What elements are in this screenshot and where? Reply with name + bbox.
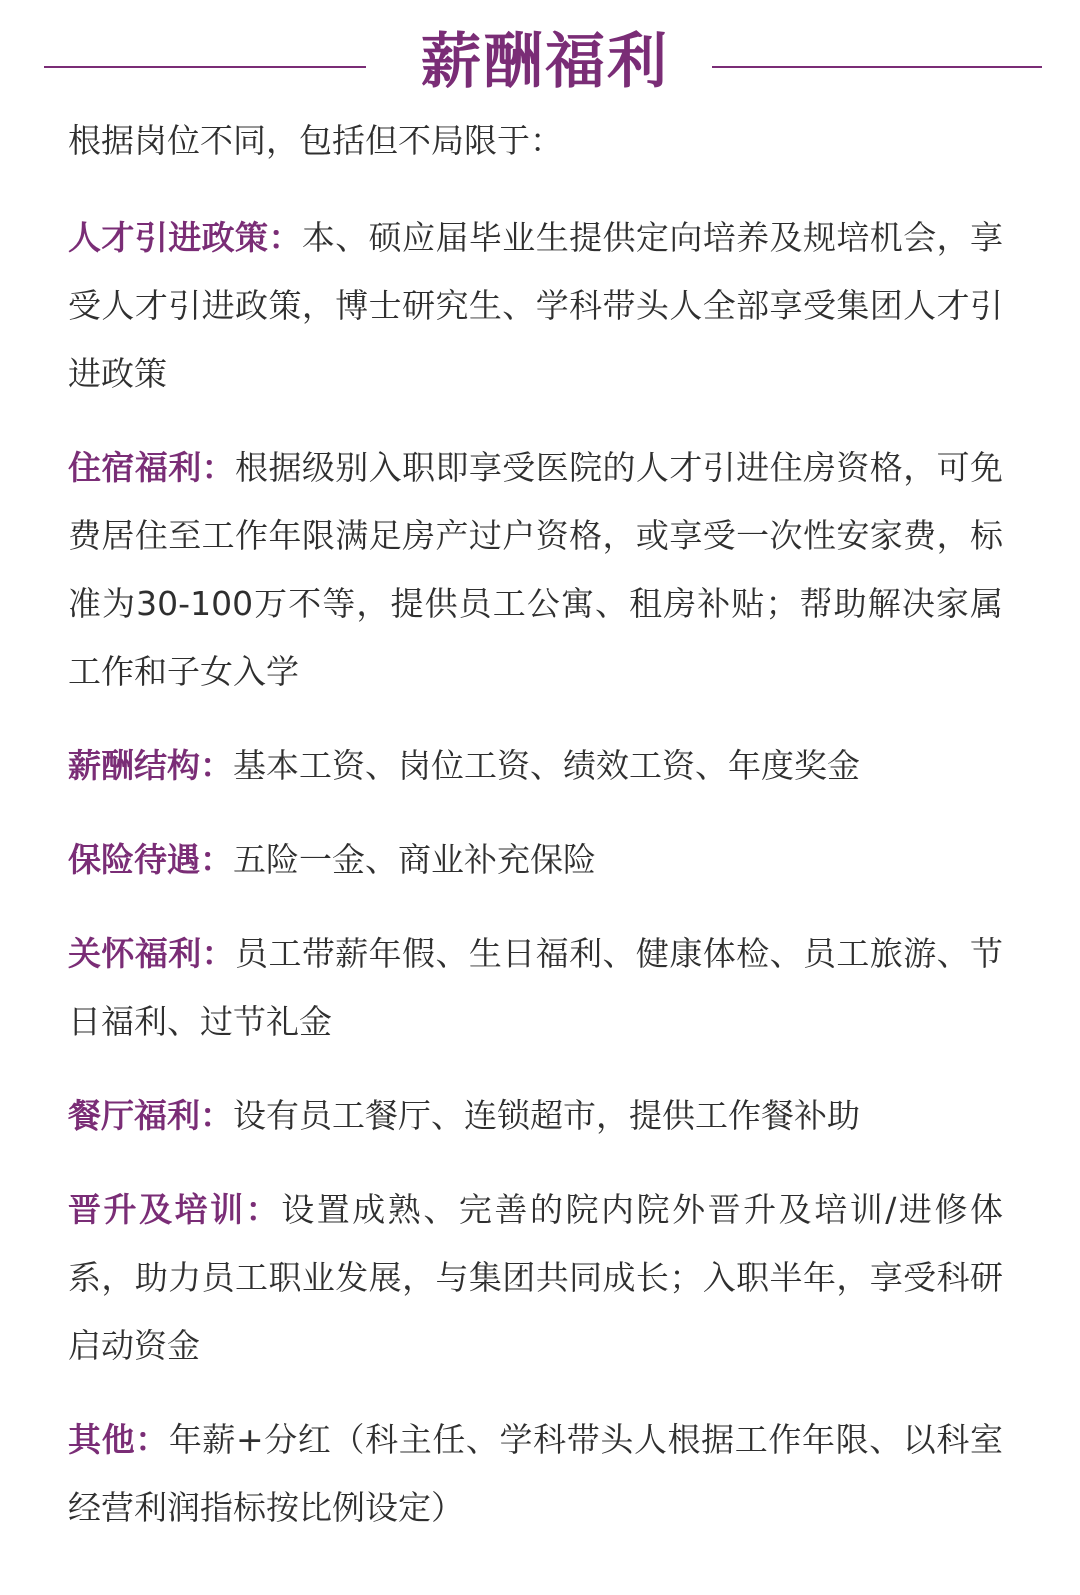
section-label: 住宿福利： [68,448,236,487]
section-care-benefits [68,920,1003,1056]
section-dining [68,1082,1003,1150]
benefits-content [68,110,1003,1568]
section-text: 根据级别入职即享受医院的人才引进住房资格，可免费居住至工作年限满足房产过户资格，或享受一次性安家费，标准为30-100万不等，提供员工公寓、租房补贴；帮助解决家属工作和子女入学 [68,448,1004,691]
section-label: 晋升及培训： [68,1190,282,1229]
section-salary-structure [68,732,1003,800]
section-text: 基本工资、岗位工资、绩效工资、年度奖金 [233,746,860,785]
intro-text: 根据岗位不同，包括但不局限于： [68,121,563,160]
section-text: 本、硕应届毕业生提供定向培养及规培机会，享受人才引进政策，博士研究生、学科带头人全部享受集团人才引进政策 [68,218,1004,393]
section-housing [68,434,1003,706]
section-text: 设置成熟、完善的院内院外晋升及培训/进修体系，助力员工职业发展，与集团共同成长；入职半年，享受科研启动资金 [68,1190,1003,1365]
page-title: 薪酬福利 [421,27,669,97]
section-label: 关怀福利： [68,934,236,973]
section-label: 保险待遇： [68,840,233,879]
title-divider-right [712,66,1042,68]
section-text: 年薪+分红（科主任、学科带头人根据工作年限、以科室经营利润指标按比例设定） [68,1420,1004,1527]
header [0,0,1080,120]
section-text: 设有员工餐厅、连锁超市，提供工作餐补助 [233,1096,860,1135]
title-divider-left [44,66,366,68]
section-label: 餐厅福利： [68,1096,233,1135]
section-insurance [68,826,1003,894]
section-talent-policy [68,204,1003,408]
section-label: 其他： [68,1420,169,1459]
section-label: 人才引进政策： [68,218,302,257]
section-text: 员工带薪年假、生日福利、健康体检、员工旅游、节日福利、过节礼金 [68,934,1004,1041]
section-other [68,1406,1003,1542]
section-label: 薪酬结构： [68,746,233,785]
section-promotion-training [68,1176,1003,1380]
section-text: 五险一金、商业补充保险 [233,840,596,879]
